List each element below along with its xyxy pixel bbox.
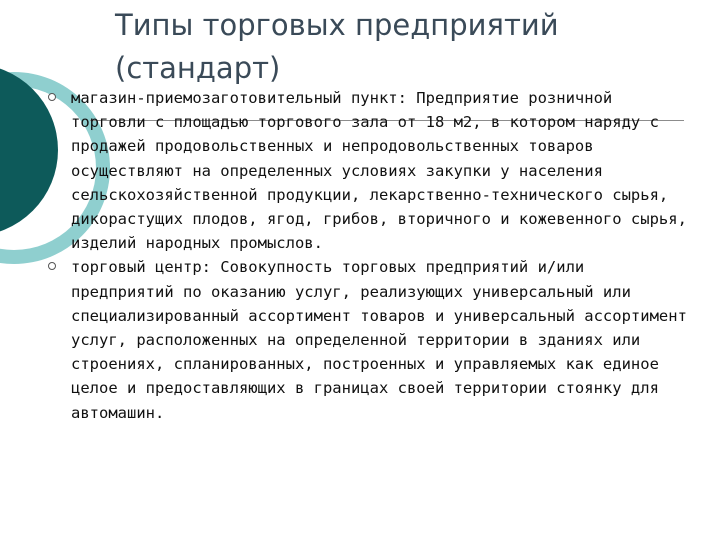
- list-item: [44, 86, 694, 255]
- slide-title-line-2: (стандарт): [115, 51, 281, 85]
- bullet-list: [44, 86, 694, 425]
- list-item-text: магазин-приемозаготовительный пункт: Предприятие розничной торговли с площадью торгового зала от 18 м2, в котором наряду с продажей продовольственных и непродовольственных товаров осуществляют на определенных условиях закупки у населения сельскохозяйственной продукции, лекарственно-технического сырья, дикорастущих плодов, ягод, грибов, вторичного и кожевенного сырья, изделий народных промыслов.: [71, 89, 687, 253]
- list-item-text: торговый центр: Совокупность торговых предприятий и/или предприятий по оказанию услуг, реализующих универсальный или специализированный ассортимент товаров и универсальный ассортимент услуг, расположенных на определенной территории в зданиях или строениях, спланированных, построенных и управляемых как единое целое и предоставляющих в границах своей территории стоянку для автомашин.: [71, 258, 687, 422]
- list-item: [44, 255, 694, 424]
- hollow-circle-bullet-icon: [48, 262, 56, 270]
- hollow-circle-bullet-icon: [48, 93, 56, 101]
- slide-title-line-1: Типы торговых предприятий: [115, 8, 559, 42]
- slide-title: [115, 4, 705, 90]
